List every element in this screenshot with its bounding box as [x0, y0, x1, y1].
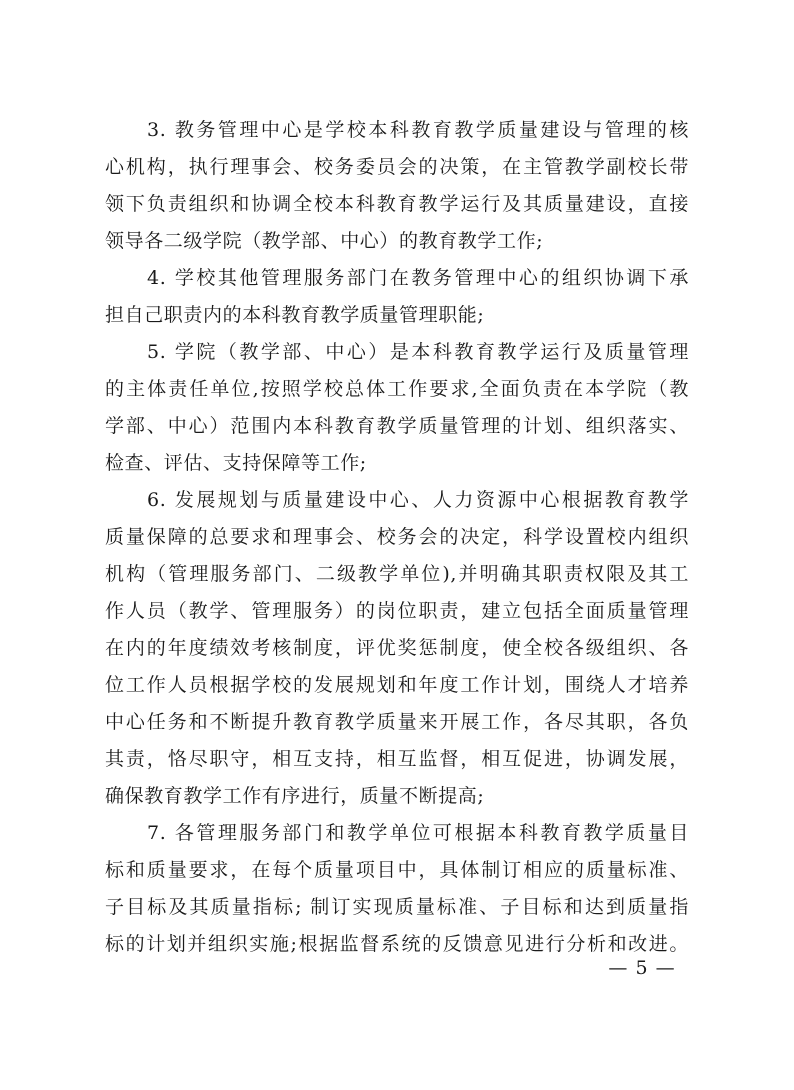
paragraph-6: [105, 482, 689, 815]
paragraph-line: 机构（管理服务部门、二级教学单位),并明确其职责权限及其工: [105, 563, 689, 585]
paragraph-line: 心机构，执行理事会、校务委员会的决策，在主管教学副校长带: [105, 156, 689, 178]
paragraph-4: [105, 260, 689, 334]
page-number: — 5 —: [608, 957, 676, 979]
paragraph-7: [105, 815, 689, 963]
paragraph-line: 4. 学校其他管理服务部门在教务管理中心的组织协调下承: [147, 267, 689, 289]
paragraph-line: 6. 发展规划与质量建设中心、人力资源中心根据教育教学: [147, 489, 689, 511]
paragraph-line: 确保教育教学工作有序进行，质量不断提高;: [105, 785, 485, 807]
paragraph-line: 检查、评估、支持保障等工作;: [105, 452, 367, 474]
paragraph-5: [105, 334, 689, 482]
paragraph-line: 7. 各管理服务部门和教学单位可根据本科教育教学质量目: [147, 822, 689, 844]
paragraph-line: 担自己职责内的本科教育教学质量管理职能;: [105, 304, 485, 326]
paragraph-line: 中心任务和不断提升教育教学质量来开展工作，各尽其职，各负: [105, 711, 689, 733]
paragraph-line: 的主体责任单位,按照学校总体工作要求,全面负责在本学院（教: [105, 378, 689, 400]
paragraph-line: 作人员（教学、管理服务）的岗位职责，建立包括全面质量管理: [105, 600, 689, 622]
paragraph-line: 标的计划并组织实施;根据监督系统的反馈意见进行分析和改进。: [105, 933, 689, 955]
paragraph-line: 位工作人员根据学校的发展规划和年度工作计划，围绕人才培养: [105, 674, 689, 696]
paragraph-line: 学部、中心）范围内本科教育教学质量管理的计划、组织落实、: [105, 415, 689, 437]
paragraph-line: 标和质量要求，在每个质量项目中，具体制订相应的质量标准、: [105, 859, 689, 881]
paragraph-line: 3. 教务管理中心是学校本科教育教学质量建设与管理的核: [147, 119, 689, 141]
paragraph-line: 其责，恪尽职守，相互支持，相互监督，相互促进，协调发展，: [105, 748, 689, 770]
paragraph-line: 5. 学院（教学部、中心）是本科教育教学运行及质量管理: [147, 341, 689, 363]
paragraph-line: 领下负责组织和协调全校本科教育教学运行及其质量建设，直接: [105, 193, 689, 215]
document-body: [105, 112, 689, 963]
paragraph-line: 子目标及其质量指标; 制订实现质量标准、子目标和达到质量指: [105, 896, 689, 918]
paragraph-line: 质量保障的总要求和理事会、校务会的决定，科学设置校内组织: [105, 526, 689, 548]
paragraph-line: 在内的年度绩效考核制度，评优奖惩制度，使全校各级组织、各: [105, 637, 689, 659]
paragraph-line: 领导各二级学院（教学部、中心）的教育教学工作;: [105, 230, 544, 252]
paragraph-3: [105, 112, 689, 260]
